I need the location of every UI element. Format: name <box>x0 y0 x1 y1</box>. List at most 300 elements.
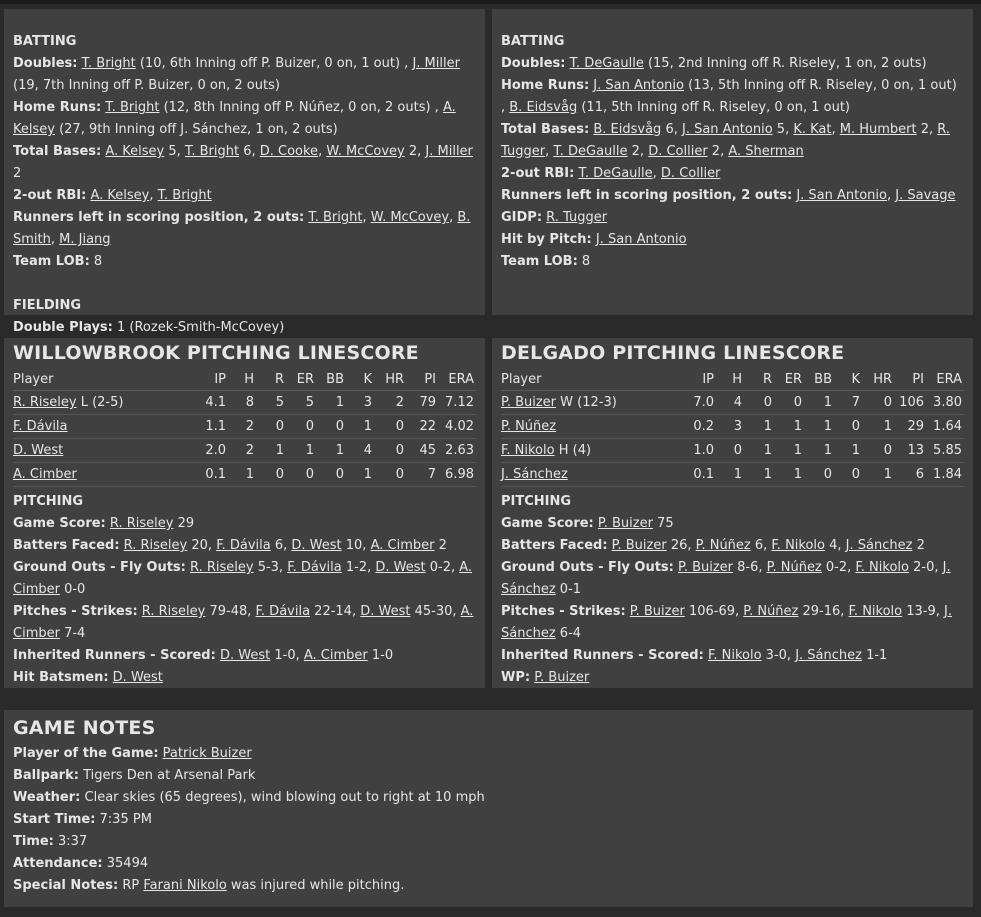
stat-line-gidp <box>501 207 964 229</box>
stat-text: (11, 5th Inning off R. Riseley, 0 on, 1 out) <box>577 100 851 115</box>
stat-cell-hr: 1 <box>860 415 892 439</box>
stat-line-ballpark <box>13 765 964 787</box>
stat-label: Pitches - Strikes: <box>13 604 138 619</box>
stat-text: 1-1 <box>861 648 888 663</box>
column-header-r: R <box>254 368 284 391</box>
stat-cell-ip: 0.2 <box>674 415 714 439</box>
stat-line-team-lob <box>13 251 476 273</box>
stat-cell-h: 0 <box>714 439 742 463</box>
player-link[interactable]: R. Tugger <box>546 210 608 225</box>
player-link[interactable]: J. Sánchez <box>845 538 913 553</box>
away-pitching-title: WILLOWBROOK PITCHING LINESCORE <box>13 342 419 364</box>
stat-cell-hr: 0 <box>860 439 892 463</box>
column-header-bb: BB <box>802 368 832 391</box>
stat-cell-bb: 1 <box>802 415 832 439</box>
table-row <box>13 439 476 463</box>
stat-text: , <box>362 210 371 225</box>
player-link[interactable]: D. West <box>375 560 426 575</box>
stat-cell-h: 3 <box>714 415 742 439</box>
player-link[interactable]: P. Núñez <box>743 604 799 619</box>
stat-cell-k: 1 <box>832 439 860 463</box>
stat-line-home-runs <box>13 97 476 141</box>
player-cell <box>13 415 186 439</box>
player-link[interactable]: D. Cooke <box>259 144 319 159</box>
stat-cell-hr: 0 <box>372 463 404 487</box>
column-header-pi: PI <box>404 368 436 391</box>
stat-label: Home Runs: <box>13 100 102 115</box>
table-row <box>501 391 964 415</box>
stat-text: 13-9, <box>902 604 945 619</box>
column-header-hr: HR <box>372 368 404 391</box>
stat-label: Hit by Pitch: <box>501 232 592 247</box>
stat-text: , <box>50 232 60 247</box>
stat-text: 2-0, <box>908 560 943 575</box>
stat-line-start-time <box>13 809 964 831</box>
stat-label: Batters Faced: <box>501 538 608 553</box>
stat-cell-hr: 1 <box>860 463 892 487</box>
player-link[interactable]: P. Buizer <box>678 560 734 575</box>
player-link[interactable]: D. West <box>360 604 411 619</box>
stat-cell-r: 1 <box>742 415 772 439</box>
column-header-player: Player <box>13 368 186 391</box>
stat-text: , <box>652 166 661 181</box>
stat-text: 5, <box>164 144 185 159</box>
column-header-era: ERA <box>436 368 476 391</box>
player-link[interactable]: Patrick Buizer <box>162 746 252 761</box>
player-link[interactable]: A. Cimber <box>13 604 474 641</box>
stat-cell-h: 8 <box>226 391 254 415</box>
column-header-ip: IP <box>186 368 226 391</box>
stat-line-batters-faced <box>501 535 964 557</box>
stat-text: 1-2, <box>341 560 376 575</box>
stat-line-runners-left-in-scoring-position-2-outs <box>501 185 964 207</box>
stat-label: Game Score: <box>13 516 106 531</box>
column-header-r: R <box>742 368 772 391</box>
stat-cell-era: 7.12 <box>436 391 476 415</box>
stat-cell-h: 4 <box>714 391 742 415</box>
player-link[interactable]: F. Dávila <box>255 604 311 619</box>
away-fielding-lines <box>13 317 476 339</box>
stat-cell-pi: 22 <box>404 415 436 439</box>
player-link[interactable]: R. Riseley <box>123 538 188 553</box>
stat-text: 35494 <box>102 856 149 871</box>
player-link[interactable]: P. Buizer <box>629 604 685 619</box>
player-link[interactable]: T. Bright <box>157 188 212 203</box>
stat-cell-pi: 7 <box>404 463 436 487</box>
home-pitching-lines <box>501 513 964 689</box>
stat-text: 106-69, <box>684 604 744 619</box>
stat-cell-r: 0 <box>254 415 284 439</box>
stat-cell-bb: 1 <box>802 439 832 463</box>
stat-line-inherited-runners-scored <box>13 645 476 667</box>
stat-cell-ip: 7.0 <box>674 391 714 415</box>
player-link[interactable]: P. Buizer <box>611 538 667 553</box>
stat-cell-hr: 0 <box>372 415 404 439</box>
stat-label: Batters Faced: <box>13 538 120 553</box>
table-row <box>13 415 476 439</box>
stat-text: 2 <box>912 538 925 553</box>
player-link[interactable]: J. San Antonio <box>593 78 684 93</box>
stat-cell-era: 2.63 <box>436 439 476 463</box>
player-link[interactable]: A. Cimber <box>303 648 368 663</box>
player-link[interactable]: T. DeGaulle <box>578 166 653 181</box>
away-batting-panel <box>4 9 485 335</box>
player-link[interactable]: J. San Antonio <box>595 232 687 247</box>
stat-cell-bb: 1 <box>314 391 344 415</box>
player-link[interactable]: A. Cimber <box>370 538 435 553</box>
stat-label: WP: <box>501 670 531 685</box>
player-link[interactable]: F. Nikolo <box>848 604 903 619</box>
player-link[interactable]: R. Riseley <box>141 604 206 619</box>
stat-text: 2 <box>434 538 447 553</box>
player-link[interactable]: W. McCovey <box>370 210 450 225</box>
batting-heading: BATTING <box>501 34 565 49</box>
stat-cell-bb: 0 <box>314 415 344 439</box>
player-cell <box>501 439 674 463</box>
player-link[interactable]: F. Nikolo <box>501 443 555 458</box>
stat-line-batters-faced <box>13 535 476 557</box>
column-header-k: K <box>344 368 372 391</box>
stat-cell-pi: 13 <box>892 439 924 463</box>
player-link[interactable]: Farani Nikolo <box>143 878 227 893</box>
player-link[interactable]: A. Kelsey <box>90 188 150 203</box>
stat-text: (12, 8th Inning off P. Núñez, 0 on, 2 outs) , <box>159 100 443 115</box>
stat-cell-hr: 0 <box>860 391 892 415</box>
stat-cell-era: 5.85 <box>924 439 964 463</box>
player-link[interactable]: T. Bright <box>81 56 136 71</box>
player-link[interactable]: J. Miller <box>425 144 473 159</box>
player-link[interactable]: J. Miller <box>412 56 460 71</box>
game-notes-title: GAME NOTES <box>13 717 156 739</box>
stat-text: , <box>449 210 458 225</box>
stat-label: Runners left in scoring position, 2 outs: <box>501 188 793 203</box>
table-row <box>13 391 476 415</box>
stat-text: 6, <box>239 144 260 159</box>
player-link[interactable]: M. Jiang <box>59 232 111 247</box>
stat-cell-h: 2 <box>226 439 254 463</box>
stat-label: Total Bases: <box>13 144 102 159</box>
stat-text: Tigers Den at Arsenal Park <box>78 768 256 783</box>
stat-label: Inherited Runners - Scored: <box>13 648 216 663</box>
stat-cell-ip: 1.0 <box>674 439 714 463</box>
player-link[interactable]: D. Collier <box>648 144 708 159</box>
player-link[interactable]: F. Nikolo <box>707 648 762 663</box>
player-link[interactable]: R. Riseley <box>109 516 174 531</box>
player-link[interactable]: J. San Antonio <box>796 188 887 203</box>
column-header-er: ER <box>772 368 802 391</box>
player-link[interactable]: F. Dávila <box>13 419 68 434</box>
stat-line-runners-left-in-scoring-position-2-outs <box>13 207 476 251</box>
stat-label: Inherited Runners - Scored: <box>501 648 704 663</box>
player-cell <box>13 391 186 415</box>
column-header-er: ER <box>284 368 314 391</box>
stat-text: (27, 9th Inning off J. Sánchez, 1 on, 2 outs) <box>54 122 338 137</box>
player-link[interactable]: K. Kat <box>793 122 832 137</box>
stat-cell-er: 1 <box>772 463 802 487</box>
table-row <box>501 439 964 463</box>
column-header-bb: BB <box>314 368 344 391</box>
stat-text: 0-2, <box>821 560 856 575</box>
table-row <box>501 463 964 487</box>
player-link[interactable]: A. Cimber <box>13 560 473 597</box>
stat-label: Attendance: <box>13 856 103 871</box>
stat-label: Home Runs: <box>501 78 590 93</box>
stat-cell-k: 0 <box>832 463 860 487</box>
stat-text: 2, <box>404 144 426 159</box>
stat-label: Double Plays: <box>13 320 113 335</box>
player-link[interactable]: F. Dávila <box>216 538 271 553</box>
player-link[interactable]: J. Sánchez <box>501 560 951 597</box>
player-link[interactable]: P. Núñez <box>695 538 751 553</box>
stat-text: 3:37 <box>53 834 88 849</box>
stat-label: Ground Outs - Fly Outs: <box>501 560 674 575</box>
player-link[interactable]: W. McCovey <box>326 144 405 159</box>
player-link[interactable]: D. West <box>219 648 271 663</box>
stat-cell-k: 4 <box>344 439 372 463</box>
stat-cell-k: 1 <box>344 415 372 439</box>
player-link[interactable]: J. San Antonio <box>681 122 773 137</box>
stat-line-doubles <box>13 53 476 97</box>
stat-text: 6, <box>750 538 772 553</box>
stat-line-hit-batsmen <box>13 667 476 689</box>
stat-text: 20, <box>187 538 217 553</box>
stat-cell-r: 1 <box>742 463 772 487</box>
player-link[interactable]: B. Eidsvåg <box>509 100 578 115</box>
player-link[interactable]: P. Buizer <box>597 516 653 531</box>
stat-label: Team LOB: <box>501 254 578 269</box>
stat-line-ground-outs-fly-outs <box>501 557 964 601</box>
linescore-header-row <box>13 368 476 391</box>
stat-line-player-of-the-game <box>13 743 964 765</box>
player-link[interactable]: M. Humbert <box>839 122 917 137</box>
player-link[interactable]: J. Sánchez <box>795 648 862 663</box>
player-link[interactable]: J. Savage <box>895 188 956 203</box>
player-link[interactable]: A. Kelsey <box>13 100 456 137</box>
stat-line-hit-by-pitch <box>501 229 964 251</box>
stat-label: Total Bases: <box>501 122 590 137</box>
home-pitching-title: DELGADO PITCHING LINESCORE <box>501 342 845 364</box>
stat-text: 2 <box>13 166 22 181</box>
player-link[interactable]: F. Dávila <box>287 560 342 575</box>
game-notes-lines <box>13 743 964 897</box>
stat-cell-r: 5 <box>254 391 284 415</box>
decision-note: L (2-5) <box>76 395 124 410</box>
stat-label: Start Time: <box>13 812 96 827</box>
stat-text: 2, <box>916 122 938 137</box>
player-cell <box>501 415 674 439</box>
player-link[interactable]: T. Bright <box>184 144 240 159</box>
stat-label: Weather: <box>13 790 81 805</box>
player-link[interactable]: T. DeGaulle <box>553 144 628 159</box>
stat-cell-era: 1.84 <box>924 463 964 487</box>
column-header-ip: IP <box>674 368 714 391</box>
stat-line-doubles <box>501 53 964 75</box>
player-link[interactable]: P. Buizer <box>501 395 557 410</box>
stat-text: was injured while pitching. <box>226 878 405 893</box>
away-pitching-linescore <box>13 368 476 487</box>
player-cell <box>501 463 674 487</box>
player-cell <box>501 391 674 415</box>
decision-note: H (4) <box>554 443 592 458</box>
player-link[interactable]: A. Kelsey <box>105 144 165 159</box>
player-link[interactable]: T. Bright <box>105 100 160 115</box>
stat-label: Pitches - Strikes: <box>501 604 626 619</box>
home-pitching-linescore <box>501 368 964 487</box>
stat-text: , <box>545 144 554 159</box>
stat-cell-k: 1 <box>344 463 372 487</box>
stat-text: , <box>831 122 840 137</box>
stat-text: (15, 2nd Inning off R. Riseley, 1 on, 2 outs) <box>643 56 927 71</box>
player-link[interactable]: D. Collier <box>660 166 721 181</box>
player-link[interactable]: A. Cimber <box>13 467 77 482</box>
stat-text: RP <box>118 878 144 893</box>
player-link[interactable]: T. Bright <box>308 210 363 225</box>
stat-label: Doubles: <box>501 56 566 71</box>
stat-text: 7:35 PM <box>95 812 152 827</box>
stat-text: 4, <box>825 538 846 553</box>
stat-label: Team LOB: <box>13 254 90 269</box>
stat-text: 8 <box>577 254 591 269</box>
stat-cell-er: 0 <box>772 391 802 415</box>
stat-line-2-out-rbi <box>501 163 964 185</box>
stat-cell-hr: 0 <box>372 439 404 463</box>
stat-line-weather <box>13 787 964 809</box>
game-notes-panel <box>4 710 973 907</box>
stat-cell-bb: 1 <box>802 391 832 415</box>
stat-text: 5-3, <box>253 560 288 575</box>
player-link[interactable]: P. Núñez <box>766 560 822 575</box>
stat-text: Clear skies (65 degrees), wind blowing out to right at 10 mph <box>80 790 485 805</box>
stat-cell-ip: 1.1 <box>186 415 226 439</box>
stat-cell-era: 4.02 <box>436 415 476 439</box>
batting-heading: BATTING <box>13 34 77 49</box>
table-row <box>501 415 964 439</box>
stat-label: Ballpark: <box>13 768 79 783</box>
stat-cell-ip: 4.1 <box>186 391 226 415</box>
player-link[interactable]: B. Eidsvåg <box>593 122 662 137</box>
column-header-player: Player <box>501 368 674 391</box>
stat-cell-ip: 2.0 <box>186 439 226 463</box>
stat-label: GIDP: <box>501 210 543 225</box>
stat-cell-er: 1 <box>772 415 802 439</box>
stat-text: 29 <box>173 516 195 531</box>
stat-label: Ground Outs - Fly Outs: <box>13 560 186 575</box>
player-link[interactable]: D. West <box>13 443 64 458</box>
stat-cell-bb: 1 <box>314 439 344 463</box>
column-header-era: ERA <box>924 368 964 391</box>
stat-cell-r: 1 <box>254 439 284 463</box>
stat-cell-hr: 2 <box>372 391 404 415</box>
stat-cell-bb: 0 <box>314 463 344 487</box>
column-header-k: K <box>832 368 860 391</box>
stat-text: 22-14, <box>310 604 361 619</box>
away-pitching-lines <box>13 513 476 689</box>
away-batting-lines <box>13 53 476 273</box>
stat-label: Hit Batsmen: <box>13 670 109 685</box>
player-link[interactable]: R. Riseley <box>190 560 254 575</box>
stat-cell-pi: 45 <box>404 439 436 463</box>
column-header-pi: PI <box>892 368 924 391</box>
stat-cell-er: 1 <box>284 439 314 463</box>
stat-text: 29-16, <box>798 604 849 619</box>
stat-line-wp <box>501 667 964 689</box>
player-link[interactable]: T. DeGaulle <box>569 56 644 71</box>
stat-cell-er: 1 <box>772 439 802 463</box>
stat-label: 2-out RBI: <box>13 188 87 203</box>
stat-line-pitches-strikes <box>13 601 476 645</box>
top-bar <box>0 0 981 4</box>
stat-cell-er: 5 <box>284 391 314 415</box>
stat-line-time <box>13 831 964 853</box>
stat-text: 6, <box>661 122 682 137</box>
stat-cell-era: 1.64 <box>924 415 964 439</box>
stat-text: (10, 6th Inning off P. Buizer, 0 on, 1 out) , <box>135 56 413 71</box>
player-link[interactable]: F. Nikolo <box>855 560 909 575</box>
stat-text: 79-48, <box>205 604 256 619</box>
column-header-hr: HR <box>860 368 892 391</box>
player-link[interactable]: D. West <box>112 670 163 685</box>
player-link[interactable]: P. Buizer <box>534 670 590 685</box>
player-link[interactable]: A. Sherman <box>728 144 804 159</box>
stat-cell-era: 3.80 <box>924 391 964 415</box>
stat-text: , <box>318 144 327 159</box>
fielding-heading: FIELDING <box>13 298 82 313</box>
stat-text: , <box>887 188 896 203</box>
stat-cell-r: 0 <box>742 391 772 415</box>
home-batting-panel <box>492 9 973 315</box>
stat-line-ground-outs-fly-outs <box>13 557 476 601</box>
player-link[interactable]: J. Sánchez <box>501 604 952 641</box>
stat-line-inherited-runners-scored <box>501 645 964 667</box>
stat-line-total-bases <box>13 141 476 185</box>
stat-cell-k: 7 <box>832 391 860 415</box>
player-link[interactable]: R. Tugger <box>501 122 950 159</box>
pitching-heading: PITCHING <box>13 494 84 509</box>
stat-line-team-lob <box>501 251 964 273</box>
stat-line-game-score <box>501 513 964 535</box>
stat-cell-era: 6.98 <box>436 463 476 487</box>
stat-cell-er: 0 <box>284 463 314 487</box>
stat-text: 2, <box>707 144 729 159</box>
column-header-h: H <box>714 368 742 391</box>
stat-label: Doubles: <box>13 56 78 71</box>
stat-label: 2-out RBI: <box>501 166 575 181</box>
player-link[interactable]: D. West <box>291 538 342 553</box>
stat-cell-h: 1 <box>226 463 254 487</box>
stat-text: 26, <box>666 538 696 553</box>
stat-text: 8-6, <box>733 560 767 575</box>
stat-cell-r: 1 <box>742 439 772 463</box>
stat-cell-h: 2 <box>226 415 254 439</box>
stat-label: Game Score: <box>501 516 594 531</box>
player-link[interactable]: B. Smith <box>13 210 471 247</box>
player-cell <box>13 463 186 487</box>
stat-text: (13, 5th Inning off R. Riseley, 0 on, 1 out) , <box>501 78 957 115</box>
stat-text: 8 <box>89 254 103 269</box>
stat-cell-pi: 106 <box>892 391 924 415</box>
stat-cell-er: 0 <box>284 415 314 439</box>
stat-line-special-notes <box>13 875 964 897</box>
stat-cell-pi: 79 <box>404 391 436 415</box>
player-link[interactable]: P. Núñez <box>501 419 557 434</box>
stat-cell-k: 0 <box>832 415 860 439</box>
player-link[interactable]: J. Sánchez <box>501 467 568 482</box>
player-link[interactable]: R. Riseley <box>13 395 77 410</box>
player-link[interactable]: F. Nikolo <box>771 538 825 553</box>
stat-text: 1 (Rozek-Smith-McCovey) <box>112 320 285 335</box>
table-row <box>13 463 476 487</box>
stat-line-total-bases <box>501 119 964 163</box>
